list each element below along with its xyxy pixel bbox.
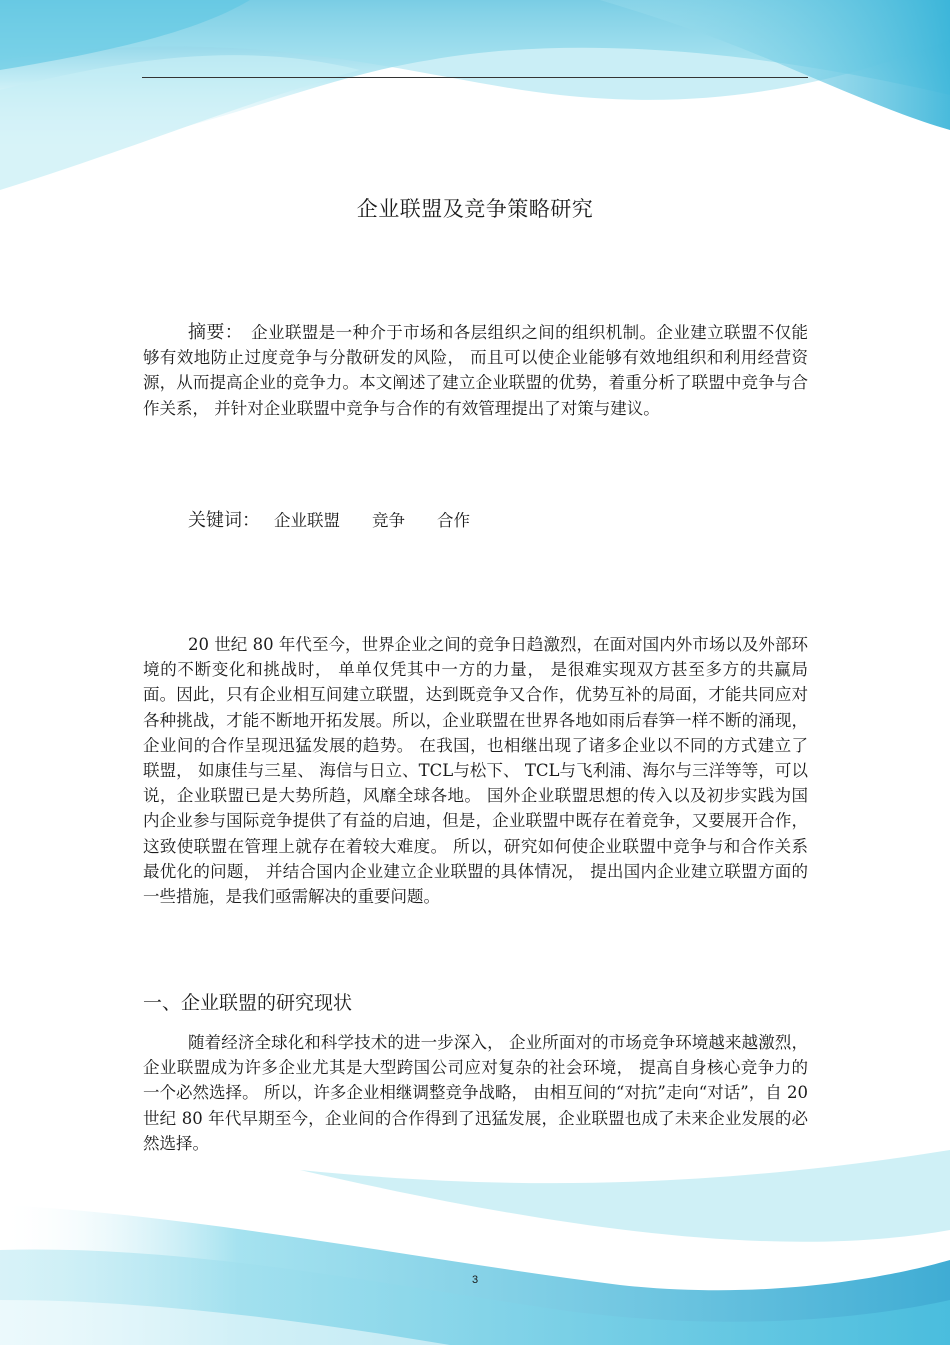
section-heading: 一、企业联盟的研究现状 xyxy=(143,992,353,1014)
keyword-item: 企业联盟 xyxy=(274,511,340,530)
abstract-label: 摘要： xyxy=(188,322,244,343)
section-paragraph: 随着经济全球化和科学技术的进一步深入， 企业所面对的市场竞争环境越来越激烈，企业联盟成为许多企业尤其是大型跨国公司应对复杂的社会环境， 提高自身核心竞争力的一个必然选择。 所以，许多企业相继调整竞争战略， 由相互间的“对抗”走向“对话”，自 20 世纪 80 年代早期至今，企业间的合作得到了迅猛发展，企业联盟也成了未来企业发展的必然选择。 xyxy=(143,1033,808,1153)
keywords-label: 关键词： xyxy=(188,510,260,531)
header-rule xyxy=(142,77,808,78)
document-title: 企业联盟及竞争策略研究 xyxy=(356,197,594,221)
keywords-line xyxy=(188,506,502,532)
intro-paragraph: 20 世纪 80 年代至今，世界企业之间的竞争日趋激烈，在面对国内外市场以及外部环境的不断变化和挑战时， 单单仅凭其中一方的力量， 是很难实现双方甚至多方的共赢局面。因此，只有企业相互间建立联盟，达到既竞争又合作，优势互补的局面，才能共同应对各种挑战，才能不断地开拓发展。所以，企业联盟在世界各地如雨后春笋一样不断的涌现， 企业间的合作呈现迅猛发展的趋势。 在我国，也相继出现了诸多企业以不同的方式建立了联盟， 如康佳与三星、 海信与日立、TCL与松下、 TCL与飞利浦、海尔与三洋等等，可以说，企业联盟已是大势所趋，风靡全球各地。 国外企业联盟思想的传入以及初步实践为国内企业参与国际竞争提供了有益的启迪，但是，企业联盟中既存在着竞争，又要展开合作，这致使联盟在管理上就存在着较大难度。 所以，研究如何使企业联盟中竞争与和合作关系最优化的问题， 并结合国内企业建立企业联盟的具体情况， 提出国内企业建立联盟方面的一些措施，是我们亟需解决的重要问题。 xyxy=(143,635,808,907)
keyword-item: 合作 xyxy=(437,511,470,530)
keyword-item: 竞争 xyxy=(372,511,405,530)
abstract-text: 企业联盟是一种介于市场和各层组织之间的组织机制。企业建立联盟不仅能够有效地防止过度竞争与分散研发的风险， 而且可以使企业能够有效地组织和利用经营资源，从而提高企业的竞争力。本文阐述了建立企业联盟的优势，着重分析了联盟中竞争与合作关系， 并针对企业联盟中竞争与合作的有效管理提出了对策与建议。 xyxy=(143,323,809,418)
abstract-paragraph xyxy=(143,320,808,421)
page-number: 3 xyxy=(471,1274,479,1286)
